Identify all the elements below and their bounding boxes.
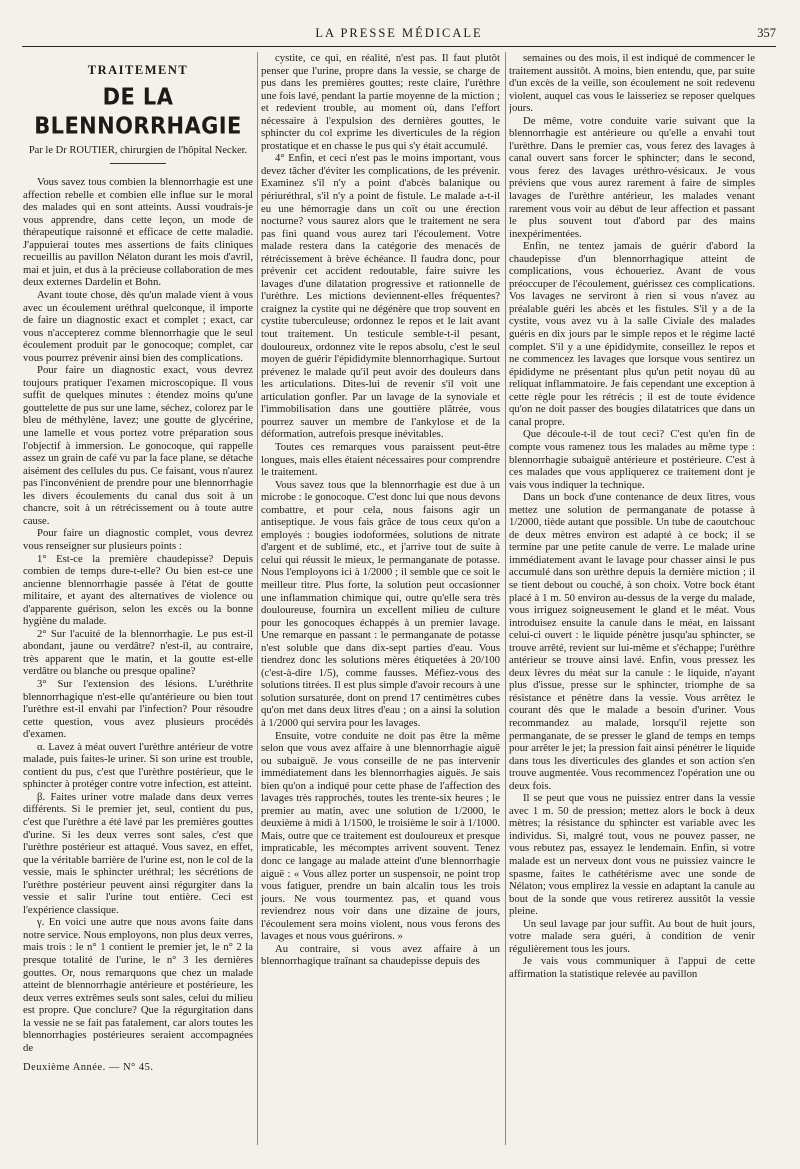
column-1-body — [23, 176, 253, 1054]
header-rule — [22, 46, 776, 47]
column-divider — [505, 52, 506, 1145]
running-header — [22, 18, 776, 44]
paragraph: De même, votre conduite varie suivant que la blennorrhagie est antérieure ou qu'elle a envahi tout l'urèthre. Dans le premier cas, vous ferez des lavages à canal ouvert sans forcer le sphincter; dans le second, vous ferez des lavages uréthro-vésicaux. Je vous préviens que vous aurez rarement à faire de simples lavages de l'urèthre antérieur, les malades venant rarement vous voir au début de leur affection et passant le plus souvent tout d'abord par des mains inexpérimentées. — [509, 114, 755, 240]
paragraph: Je vais vous communiquer à l'appui de cette affirmation la statistique relevée au pavillon — [509, 955, 755, 980]
paragraph: Ensuite, votre conduite ne doit pas être la même selon que vous avez affaire à une blennorrhagie aiguë ou subaiguë. Je vous conseille de ne pas intervenir immédiatement dans les blennorrhagies aiguës. Je sais bien qu'on a indiqué pour cette phase de l'affection des lavages très rapprochés, toutes les trente-six heures ; le premier au matin, avec une solution de 1/2000, le deuxième à midi à 1/1500, le troisième le soir à 1/1000. Mais, outre que ce traitement est douloureux et presque impraticable, les mécomptes arrivent souvent. Tenez donc ce langage au malade atteint d'une blennorrhagie aiguë : « Vous allez porter un suspensoir, ne point trop vous fatiguer, prendre un bain alcalin tous les trois jours. Ne vous tourmentez pas, et quand vous reviendrez nous voir dans une dizaine de jours, l'écoulement sera moins violent, nous vous ferons des lavages et nous vous guérirons. » — [261, 729, 500, 943]
paragraph: cystite, ce qui, en réalité, n'est pas. Il faut plutôt penser que l'urine, propre dans la vessie, se charge de pus dans les premières gouttes; reste claire, l'urèthre une fois lavé, pendant la partie moyenne de la miction ; et redevient trouble, au moment où, dans l'effort nécessaire à l'expulsion des dernières gouttes, le sphincter du col exprime les diverticules de la région prostatique et en chasse le pus qui s'y était accumulé. — [261, 52, 500, 152]
paragraph: 3° Sur l'extension des lésions. L'uréthrite blennorrhagique n'est-elle qu'antérieure ou bien tout l'urèthre est-il envahi par l'infection? Pour résoudre cette question, vous avez plusieurs procédés d'examen. — [23, 677, 253, 741]
paragraph: α. Lavez à méat ouvert l'urèthre antérieur de votre malade, puis faites-le uriner. Si son urine est trouble, contient du pus, c'est que l'urèthre postérieur, que le sphincter à protéger contre votre infection, est atteint. — [23, 740, 253, 791]
paragraph: Pour faire un diagnostic exact, vous devrez toujours pratiquer l'examen microscopique. Il vous suffit de quelques minutes : étendez moins qu'une gouttelette de pus sur une lame, séchez, colorez par le bleu de méthylène, lavez; une goutte de glycérine, une lamelle et vous portez votre préparation sous l'objectif à immersion. Le gonocoque, qui rappelle assez un grain de café vu par la face plane, se détache aisément des cellules du pus. Ce faisant, vous n'aurez pas l'inconvénient de prendre pour une blennorrhagie les divers écoulements du canal dus soit à un chancre, soit à un rétrécissement ou à toute autre cause. — [23, 364, 253, 527]
issue-footer: Deuxième Année. — N° 45. — [23, 1062, 154, 1074]
paragraph: Vous savez tous que la blennorrhagie est due à un microbe : le gonocoque. C'est donc lui que nous devons combattre, et pour cela, nous faisons agir un antiseptique. Je vous fais grâce de tous ceux qu'on a employés : bougies iodoformées, solutions de nitrate d'argent et de sublimé, etc., et j'arrive tout de suite à celui qui réussit le mieux, le permanganate de potasse. Nous l'employons ici à 1/2000 ; il semble que ce soit le meilleur titre. Plus forte, la solution peut occasionner une inflammation chimique qui, outre qu'elle sera très douloureuse, fournira un excellent milieu de culture pour les gonocoques échappés à un premier lavage. Une remarque en passant : le permanganate de potasse n'est soluble que dans dix-sept parties d'eau. Vous tiendrez donc les solutions mères étiquetées à 20/100 (c'est-à-dire 1/5), comme fausses. Méfiez-vous des solutions titrées. Il est plus simple d'avoir recours à une solution sursaturée, dont on prend 17 centimètres cubes qu'on met dans deux litres d'eau ; on a ainsi la solution à 1/2000 qui servira pour les lavages. — [261, 478, 500, 729]
byline-rule — [110, 163, 166, 164]
column-2-body — [261, 52, 500, 968]
paragraph: Toutes ces remarques vous paraissent peut-être longues, mais elles étaient nécessaires pour comprendre le traitement. — [261, 440, 500, 479]
paragraph: Il se peut que vous ne puissiez entrer dans la vessie avec 1 m. 50 de pression; mettez alors le bock à deux mètres; la résistance du sphincter est variable avec les individus. Si, malgré tout, vous ne pouvez passer, ne vous rebutez pas, essayez le lendemain. Enfin, si votre malade est un nerveux dont vous ne puissiez vaincre le spasme, faites le cathétérisme avec une sonde de Nélaton; vous emplirez la vessie en adaptant la canule au bout de la sonde que vous retirerez aussitôt la vessie pleine. — [509, 792, 755, 918]
column-divider — [257, 52, 258, 1145]
article-kicker: TRAITEMENT — [87, 63, 189, 77]
paragraph: Un seul lavage par jour suffit. Au bout de huit jours, votre malade sera guéri, à condition de venir régulièrement tous les jours. — [509, 917, 755, 955]
paragraph: semaines ou des mois, il est indiqué de commencer le traitement aussitôt. A moins, bien entendu, que, par suite d'un excès de la veille, son écoulement ne soit redevenu violent, auquel cas vous le laisseriez se reposer quelques jours. — [509, 52, 755, 115]
paragraph: Enfin, ne tentez jamais de guérir d'abord la chaudepisse d'un blennorrhagique atteint de complications, vous échoueriez. Avant de vous préoccuper de l'écoulement, guérissez ces complications. Vos lavages ne serviront à rien si vous n'avez au préalable guéri les abcès et les fistules. S'il y a de la cystite, vous avez vu à la salle Civiale des malades guéris en dix jours par le simple repos et le régime lacté complet. S'il y a une épididymite, conseillez le repos et ne commencez les lavages que lorsque vous sentirez un épididyme ne présentant plus qu'un petit noyau dû au reliquat inflammatoire. Je fais cependant une exception à cette règle pour les rétrécis ; il est de toute évidence qu'on ne doit passer des bougies dilatatrices que dans un canal propre. — [509, 240, 755, 428]
column-1 — [23, 52, 253, 1145]
page-number: 357 — [757, 26, 776, 40]
column-2 — [261, 52, 500, 1145]
running-title: LA PRESSE MÉDICALE — [315, 26, 483, 40]
article-headline: DE LA BLENNORRHAGIE — [34, 82, 242, 139]
paragraph: Avant toute chose, dès qu'un malade vient à vous avec un écoulement uréthral quelconque, il importe de faire un diagnostic exact et complet ; exact, car vous n'accepterez comme blennorrhagie que le seul écoulement produit par le gonocoque; complet, car vous pourrez prévenir ainsi bien des complications. — [23, 289, 253, 364]
article-byline: Par le Dr ROUTIER, chirurgien de l'hôpital Necker. — [28, 144, 248, 156]
paragraph: Vous savez tous combien la blennorrhagie est une affection rebelle et combien elle influe sur le moral des malades qui en sont atteints. Aussi voudrais-je vous apprendre, dans cette leçon, un mode de thérapeutique raisonné et efficace de cette maladie. J'appuierai toutes mes assertions de faits cliniques recueillis au pavillon Nélaton durant les mois d'avril, mai et juin, et dus à la précieuse collaboration de mes deux externes Dardelin et Bohn. — [23, 176, 253, 289]
paragraph: 2° Sur l'acuité de la blennorrhagie. Le pus est-il abondant, jaune ou verdâtre? n'est-il, au contraire, très apparent que le matin, et la goutte est-elle verdâtre ou blanche ou presque opaline? — [23, 627, 253, 678]
paragraph: Dans un bock d'une contenance de deux litres, vous mettez une solution de permanganate de potasse à 1/2000, tiède autant que possible. Un tube de caoutchouc de deux mètres environ est adapté à ce bock; il se termine par une petite canule de verre. Le malade urine immédiatement avant le lavage pour chasser ainsi le pus accumulé dans son urèthre depuis la dernière miction ; il se tient debout ou couché, à son choix. Votre bock étant placé à 1 m. 50 environ au-dessus de la verge du malade, vous irriguez soigneusement le gland et le méat. Vous introduisez ensuite la canule dans le méat, en laissant celui-ci ouvert : le liquide pénètre jusqu'au sphincter, se trouve arrêté, revient sur lui-même et s'échappe; l'urèthre antérieur se trouve ainsi lavé. Enfin, vous pressez les deux lèvres du méat sur la canule : le liquide, n'ayant plus d'issue, presse sur le sphincter, triomphe de sa résistance et pénètre dans la vessie. Vous arrêtez le courant dès que le malade a besoin d'uriner. Vous recommandez au malade, lorsqu'il rejette son permanganate, de se presser le gland de temps en temps pour arrêter le jet; la pression fait ainsi pénétrer le liquide dans tous les diverticules des glandes et son action s'en trouve augmentée. Vous recommencez l'opération une ou deux fois. — [509, 491, 755, 792]
column-3 — [509, 52, 755, 1145]
column-3-body — [509, 52, 755, 980]
paragraph: γ. En voici une autre que nous avons faite dans notre service. Nous employons, non plus deux verres, mais trois : le n° 1 contient le premier jet, le n° 2 la presque totalité de l'urine, le n° 3 les dernières gouttes. Or, nous remarquons que chez un malade atteint de blennorrhagie antérieure et postérieure, les deux verres extrêmes seuls sont sales, celui du milieu est propre. Que conclure? Que la régurgitation dans la vessie ne se fait pas fatalement, car alors toutes les blennorrhagies postérieures seraient accompagnées de — [23, 916, 253, 1054]
paragraph: 1° Est-ce la première chaudepisse? Depuis combien de temps dure-t-elle? Ou bien est-ce une ancienne blennorrhagie passée à l'état de goutte militaire, et ayant des alternatives de violence ou d'apparente guérison, selon les excès ou la bonne hygiène du malade. — [23, 552, 253, 628]
paragraph: Que découle-t-il de tout ceci? C'est qu'en fin de compte vous ramenez tous les malades au même type : blennorrhagie subaiguë antérieure et postérieure. C'est à ces malades que vous appliquerez ce traitement dont je vais vous indiquer la technique. — [509, 428, 755, 491]
paragraph: Au contraire, si vous avez affaire à un blennorrhagique traînant sa chaudepisse depuis des — [261, 942, 500, 968]
paragraph: Pour faire un diagnostic complet, vous devrez vous renseigner sur plusieurs points : — [23, 527, 253, 552]
paragraph: 4° Enfin, et ceci n'est pas le moins important, vous devez tâcher d'éviter les complications, de les prévenir. Examinez s'il n'y a point d'abcès balanique ou périuréthral, s'il n'y a point de fistule. Le malade a-t-il eu une hémorragie dans un coït ou une érection nocturne? vous saurez alors que le traitement ne sera pas fini quand vous aurez tari l'écoulement. Votre malade restera dans la catégorie des menacés de rétrécissement à brève échéance. Il faudra donc, pour prévenir cet accident redoutable, faire suivre les lavages d'une dilatation progressive et rationnelle de l'urèthre. Les mictions deviennent-elles fréquentes? craignez la cystite qui ne dégénère que trop souvent en cystite tuberculeuse; ordonnez le repos et le lait avant tout traitement. Un testicule semble-t-il pesant, douloureux, ordonnez vite le repos absolu, c'est le seul moyen de guérir l'épididymite blennorrhagique. Surtout prévenez le malade qu'il peut avoir des douleurs dans les articulations. Dites-lui de revenir s'il voit une articulation gonfler. Par un lavage de la synoviale et l'immobilisation dans une gouttière plâtrée, vous pourrez sauver un membre de l'ankylose et de la déformation, autrefois presque inévitables. — [261, 152, 500, 441]
paragraph: β. Faites uriner votre malade dans deux verres différents. Si le premier jet, seul, contient du pus, c'est que l'urèthre a été lavé par les premières gouttes d'urine. Si les deux verres sont sales, c'est que l'urèthre postérieur est attaqué. Vous savez, en effet, que la véritable barrière de l'urine est, non le col de la vessie, mais le sphincter uréthral; les sécrétions de l'urèthre postérieur peuvent ainsi régurgiter dans la vessie et salir l'urine tout entière. Ceci est l'expérience classique. — [23, 790, 253, 916]
